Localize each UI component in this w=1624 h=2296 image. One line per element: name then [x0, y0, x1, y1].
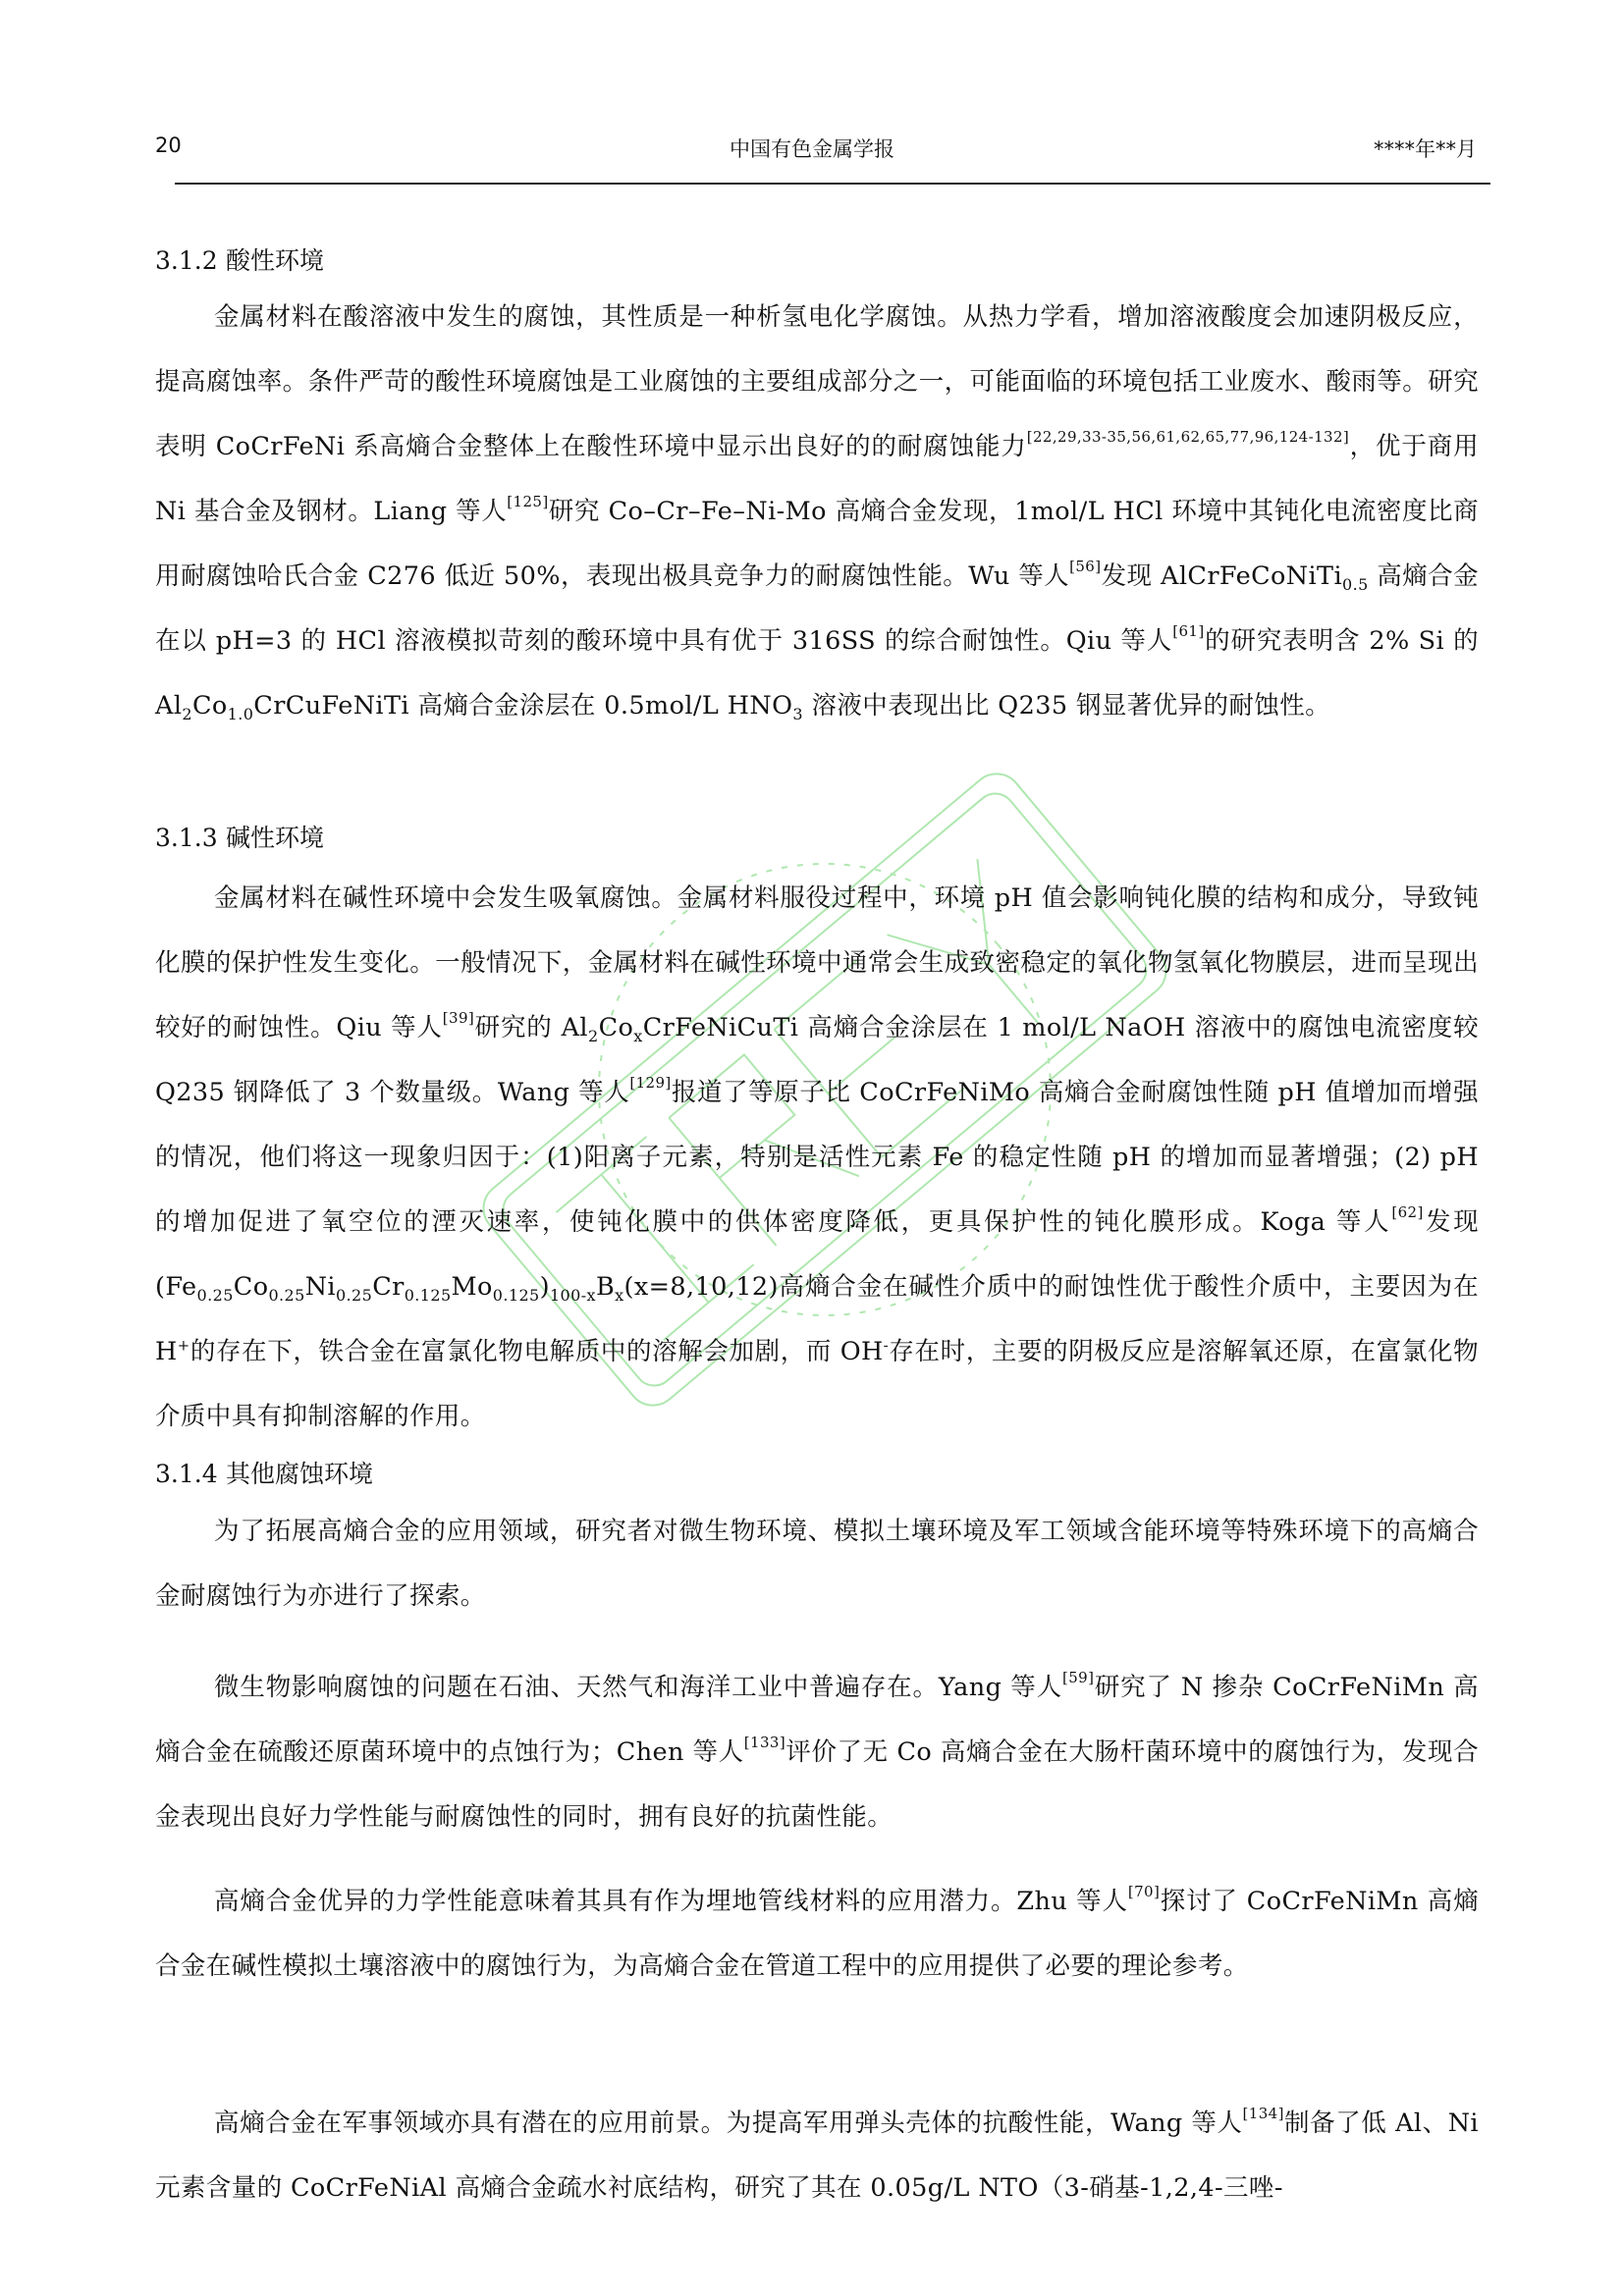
section-heading-3-1-4: 3.1.4 其他腐蚀环境	[155, 1460, 374, 1488]
paragraph-military-applications: 高熵合金在军事领域亦具有潜在的应用前景。为提高军用弹头壳体的抗酸性能，Wang 等人[134]制备了低 Al、Ni 元素含量的 CoCrFeNiAl 高熵合金疏水衬底结构，研究了其在 0.05g/L NTO（3-硝基-1,2,4-三唑-	[155, 2105, 1479, 2203]
issue-date: ****年**月	[1374, 137, 1477, 161]
citation: [129]	[629, 1074, 672, 1092]
citation: [70]	[1127, 1883, 1161, 1900]
page-number: 20	[155, 133, 182, 157]
paragraph-alkaline-environment: 金属材料在碱性环境中会发生吸氧腐蚀。金属材料服役过程中，环境 pH 值会影响钝化膜的结构和成分，导致钝化膜的保护性发生变化。一般情况下，金属材料在碱性环境中通常会生成致密稳定的氧化物氢氧化物膜层，进而呈现出较好的耐蚀性。Qiu 等人[39]研究的 $Al_2Co_xCrFeNiCuTi$ 高熵合金涂层在 1 mol/L NaOH 溶液中的腐蚀电流密度较 Q235 钢降低了 3 个数量级。Wang 等人[129]报道了等原子比 CoCrFeNiMo 高熵合金耐腐蚀性随 pH 值增加而增强的情况，他们将这一现象归因于：(1)阳离子元素，特别是活性元素 Fe 的稳定性随 pH 的增加而显著增强；(2) pH 的增加促进了氧空位的湮灭速率，使钝化膜中的供体密度降低，更具保护性的钝化膜形成。Koga 等人[62]发现$(Fe_{0.25}Co_{0.25}Ni_{0.25}Cr_{0.125}Mo_{0.125})_{100-x}B_x(x=8,10,12)$高熵合金在碱性介质中的耐蚀性优于酸性介质中，主要因为在 H+的存在下，铁合金在富氯化物电解质中的溶解会加剧，而 OH-存在时，主要的阴极反应是溶解氧还原，在富氯化物介质中具有抑制溶解的作用。	[155, 883, 1480, 1431]
citation: [125]	[507, 493, 549, 510]
paragraph-soil-corrosion: 高熵合金优异的力学性能意味着其具有作为埋地管线材料的应用潜力。Zhu 等人[70]探讨了 CoCrFeNiMn 高熵合金在碱性模拟土壤溶液中的腐蚀行为，为高熵合金在管道工程中的应用提供了必要的理论参考。	[155, 1883, 1479, 1981]
citation: [56]	[1069, 558, 1102, 575]
citation: [22,29,33-35,56,61,62,65,77,96,124-132]	[1026, 428, 1350, 446]
header-rule	[175, 183, 1490, 185]
citation: [61]	[1172, 622, 1205, 640]
paragraph-acidic-environment: 金属材料在酸溶液中发生的腐蚀，其性质是一种析氢电化学腐蚀。从热力学看，增加溶液酸度会加速阴极反应，提高腐蚀率。条件严苛的酸性环境腐蚀是工业腐蚀的主要组成部分之一，可能面临的环境包括工业废水、酸雨等。研究表明 CoCrFeNi 系高熵合金整体上在酸性环境中显示出良好的的耐腐蚀能力[22,29,33-35,56,61,62,65,77,96,124-132]，优于商用 Ni 基合金及钢材。Liang 等人[125]研究 Co–Cr–Fe–Ni-Mo 高熵合金发现，1mol/L HCl 环境中其钝化电流密度比商用耐腐蚀哈氏合金 C276 低近 50%，表现出极具竞争力的耐腐蚀性能。Wu 等人[56]发现 AlCrFeCoNiTi$_{0.5}$ 高熵合金在以 pH=3 的 HCl 溶液模拟苛刻的酸环境中具有优于 316SS 的综合耐蚀性。Qiu 等人[61]的研究表明含 2% Si 的 $Al_2Co_{1.0}CrCuFeNiTi$ 高熵合金涂层在 0.5mol/L $HNO_3$ 溶液中表现出比 Q235 钢显著优异的耐蚀性。	[155, 302, 1480, 724]
citation: [134]	[1242, 2105, 1284, 2122]
journal-title: 中国有色金属学报	[730, 137, 894, 161]
citation: [133]	[743, 1734, 786, 1751]
section-heading-3-1-2: 3.1.2 酸性环境	[155, 246, 325, 275]
paragraph-microbial-corrosion: 微生物影响腐蚀的问题在石油、天然气和海洋工业中普遍存在。Yang 等人[59]研究了 N 掺杂 CoCrFeNiMn 高熵合金在硫酸还原菌环境中的点蚀行为；Chen 等人[133]评价了无 Co 高熵合金在大肠杆菌环境中的腐蚀行为，发现合金表现出良好力学性能与耐腐蚀性的同时，拥有良好的抗菌性能。	[155, 1669, 1479, 1832]
section-heading-3-1-3: 3.1.3 碱性环境	[155, 824, 325, 852]
citation: [39]	[442, 1009, 475, 1027]
citation: [59]	[1061, 1669, 1095, 1686]
paragraph-other-environments-intro: 为了拓展高熵合金的应用领域，研究者对微生物环境、模拟土壤环境及军工领域含能环境等特殊环境下的高熵合金耐腐蚀行为亦进行了探索。	[155, 1517, 1479, 1611]
citation: [62]	[1391, 1203, 1424, 1221]
